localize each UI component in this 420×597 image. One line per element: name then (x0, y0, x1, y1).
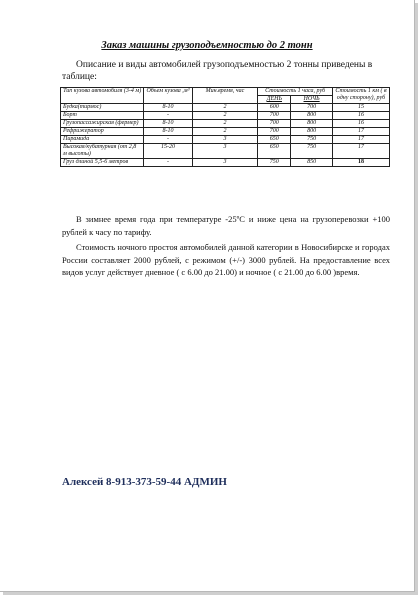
header-night: НОЧЬ (291, 96, 333, 104)
header-min-time: Мин.время, час (192, 88, 258, 104)
night-idle-paragraph: Стоимость ночного простоя автомобилей данной категории в Новосибирске и городах России составляет 2000 рублей, с режимом (+/-) 3000 рублей. На предоставление всех видов услуг действует дневное ( с 6.00 до 21.00) и ночное ( с 21.00 до 6.00 )время. (62, 242, 390, 277)
cell-km: 16 (332, 112, 389, 120)
cell-km: 17 (332, 128, 389, 136)
cell-day: 600 (258, 104, 291, 112)
cell-day: 650 (258, 136, 291, 144)
header-type: Тип кузова автомобиля (3-4 м) (61, 88, 144, 104)
cell-night: 700 (291, 104, 333, 112)
table-row (61, 104, 390, 112)
cell-volume: - (144, 112, 192, 120)
cell-type: Борт (61, 112, 144, 120)
cell-day: 700 (258, 120, 291, 128)
table-row (61, 120, 390, 128)
table-row (61, 136, 390, 144)
cell-min-time: 3 (192, 144, 258, 159)
cell-min-time: 2 (192, 112, 258, 120)
cell-volume: 8-10 (144, 128, 192, 136)
cell-night: 850 (291, 159, 333, 167)
cell-km: 15 (332, 104, 389, 112)
cell-type: Высокая/кубатурная (от 2,8 м высоты) (61, 144, 144, 159)
cell-day: 650 (258, 144, 291, 159)
cell-day: 750 (258, 159, 291, 167)
cell-night: 800 (291, 112, 333, 120)
header-volume: Объем кузова ,м³ (144, 88, 192, 104)
cell-min-time: 3 (192, 136, 258, 144)
cell-min-time: 2 (192, 120, 258, 128)
cell-min-time: 2 (192, 104, 258, 112)
table-row (61, 144, 390, 159)
vehicle-table (60, 87, 390, 167)
cell-type: Будка(тирмос) (61, 104, 144, 112)
cell-km: 17 (332, 144, 389, 159)
cell-type: Грузопассажирская (фермер) (61, 120, 144, 128)
cell-night: 800 (291, 128, 333, 136)
cell-type: Груз длиной 5,5-6 метров (61, 159, 144, 167)
header-cost: Стоимость 1 часа, руб (258, 88, 333, 96)
cell-type: Пирамида (61, 136, 144, 144)
cell-volume: - (144, 136, 192, 144)
table-row (61, 112, 390, 120)
cell-type: Рефрижератор (61, 128, 144, 136)
table-row (61, 128, 390, 136)
cell-min-time: 2 (192, 128, 258, 136)
cell-km: 17 (332, 136, 389, 144)
cell-night: 750 (291, 136, 333, 144)
cell-km: 16 (332, 120, 389, 128)
cell-night: 750 (291, 144, 333, 159)
document-title: Заказ машины грузоподъемностью до 2 тонн (101, 40, 313, 51)
cell-day: 700 (258, 128, 291, 136)
cell-volume: 15-20 (144, 144, 192, 159)
winter-price-paragraph: В зимнее время года при температуре -25ºС и ниже цена на грузоперевозки +100 рублей к часу по тарифу. (62, 214, 390, 237)
cell-day: 700 (258, 112, 291, 120)
table-row (61, 159, 390, 167)
cell-volume: 8-10 (144, 120, 192, 128)
cell-volume: - (144, 159, 192, 167)
contact-line: Алексей 8-913-373-59-44 АДМИН (62, 476, 227, 488)
cell-km: 18 (332, 159, 389, 167)
header-km-cost: Стоимость 1 км ( в одну сторону), руб (332, 88, 389, 104)
cell-night: 800 (291, 120, 333, 128)
header-day: ДЕНЬ (258, 96, 291, 104)
cell-min-time: 3 (192, 159, 258, 167)
intro-paragraph: Описание и виды автомобилей грузоподъемностью 2 тонны приведены в таблице: (62, 60, 373, 82)
cell-volume: 8-10 (144, 104, 192, 112)
